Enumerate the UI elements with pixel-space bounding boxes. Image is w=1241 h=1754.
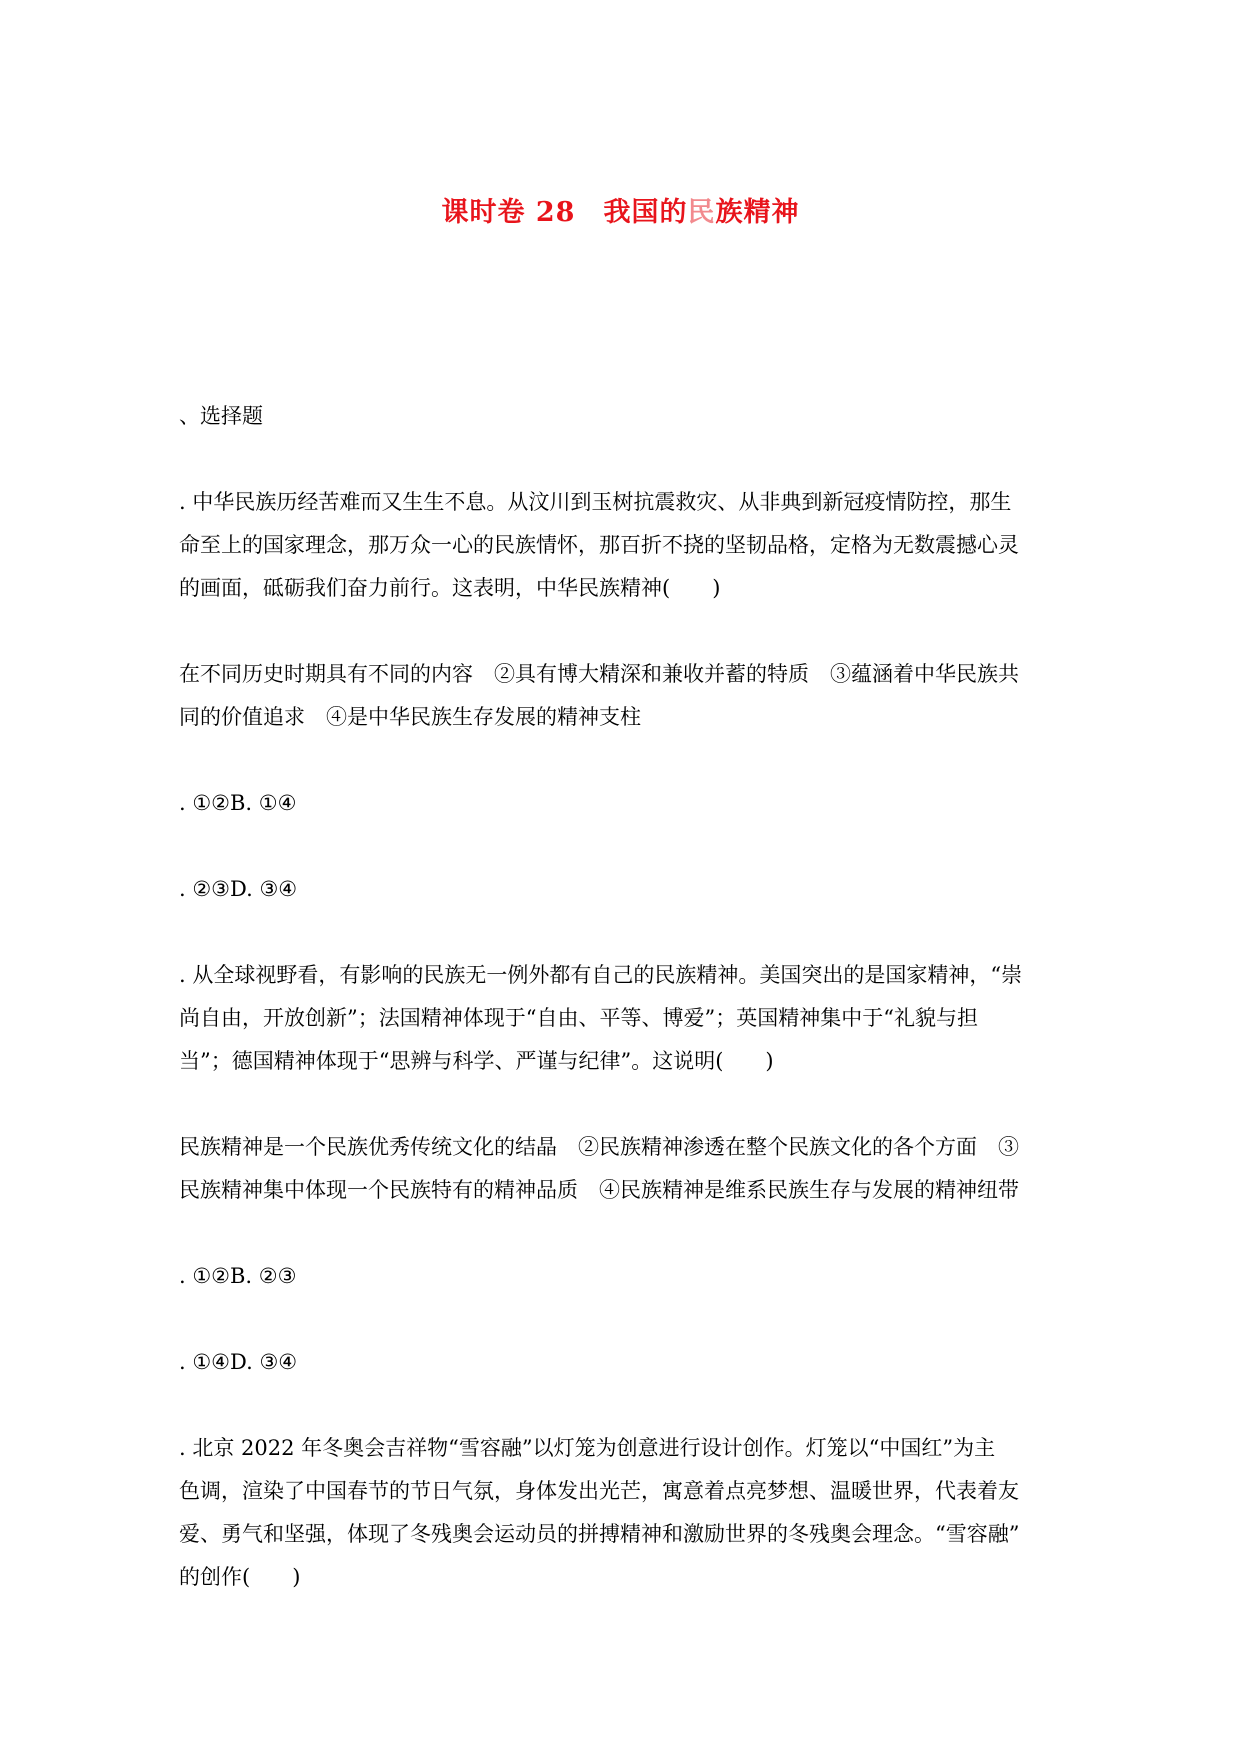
question-2-option-line-1: 民族精神是一个民族优秀传统文化的结晶 ②民族精神渗透在整个民族文化的各个方面 ③ bbox=[179, 1135, 1019, 1159]
question-1-choice-row-2: . ②③D. ③④ bbox=[179, 877, 298, 901]
question-1-choice-row-1: . ①②B. ①④ bbox=[179, 791, 297, 815]
question-2-stem-line-2: 尚自由，开放创新”；法国精神体现于“自由、平等、博爱”；英国精神集中于“礼貌与担 bbox=[179, 1006, 978, 1030]
question-2-stem-line-1: . 从全球视野看，有影响的民族无一例外都有自己的民族精神。美国突出的是国家精神，“崇 bbox=[179, 963, 1023, 987]
question-1-option-line-1: 在不同历史时期具有不同的内容 ②具有博大精深和兼收并蓄的特质 ③蕴涵着中华民族共 bbox=[179, 662, 1019, 686]
question-2-choice-row-2: . ①④D. ③④ bbox=[179, 1350, 298, 1374]
question-1-stem-line-2: 命至上的国家理念，那万众一心的民族情怀，那百折不挠的坚韧品格，定格为无数震撼心灵 bbox=[179, 533, 1019, 557]
question-1-stem-line-1: . 中华民族历经苦难而又生生不息。从汶川到玉树抗震救灾、从非典到新冠疫情防控，那生 bbox=[179, 490, 1012, 514]
document-title bbox=[0, 190, 1241, 229]
question-2-option-line-2: 民族精神集中体现一个民族特有的精神品质 ④民族精神是维系民族生存与发展的精神纽带 bbox=[179, 1178, 1019, 1202]
question-3-stem-line-1: . 北京 2022 年冬奥会吉祥物“雪容融”以灯笼为创意进行设计创作。灯笼以“中国红”为主 bbox=[179, 1436, 996, 1460]
section-label: 、选择题 bbox=[179, 404, 263, 428]
question-3-stem-line-3: 爱、勇气和坚强，体现了冬残奥会运动员的拼搏精神和激励世界的冬残奥会理念。“雪容融” bbox=[179, 1522, 1020, 1546]
question-2-options bbox=[179, 1126, 1064, 1212]
question-1-stem-line-3: 的画面，砥砺我们奋力前行。这表明，中华民族精神( ) bbox=[179, 576, 721, 600]
question-1 bbox=[179, 481, 1064, 911]
question-1-stem bbox=[179, 481, 1064, 610]
question-3 bbox=[179, 1427, 1064, 1599]
question-2-stem-line-3: 当”；德国精神体现于“思辨与科学、严谨与纪律”。这说明( ) bbox=[179, 1049, 774, 1073]
question-1-option-line-2: 同的价值追求 ④是中华民族生存发展的精神支柱 bbox=[179, 705, 641, 729]
question-3-stem-line-2: 色调，渲染了中国春节的节日气氛，身体发出光芒，寓意着点亮梦想、温暖世界，代表着友 bbox=[179, 1479, 1019, 1503]
question-2 bbox=[179, 954, 1064, 1384]
question-2-choice-row-1: . ①②B. ②③ bbox=[179, 1264, 297, 1288]
question-3-stem bbox=[179, 1427, 1064, 1599]
question-3-stem-line-4: 的创作( ) bbox=[179, 1565, 301, 1589]
title-main-a: 我国的 bbox=[603, 197, 688, 228]
title-main-faded: 民 bbox=[687, 197, 716, 228]
question-1-options bbox=[179, 653, 1064, 739]
document-body bbox=[179, 395, 1064, 1642]
title-prefix: 课时卷 28 bbox=[441, 197, 576, 228]
title-main-b: 族精神 bbox=[715, 197, 800, 228]
question-2-stem bbox=[179, 954, 1064, 1083]
